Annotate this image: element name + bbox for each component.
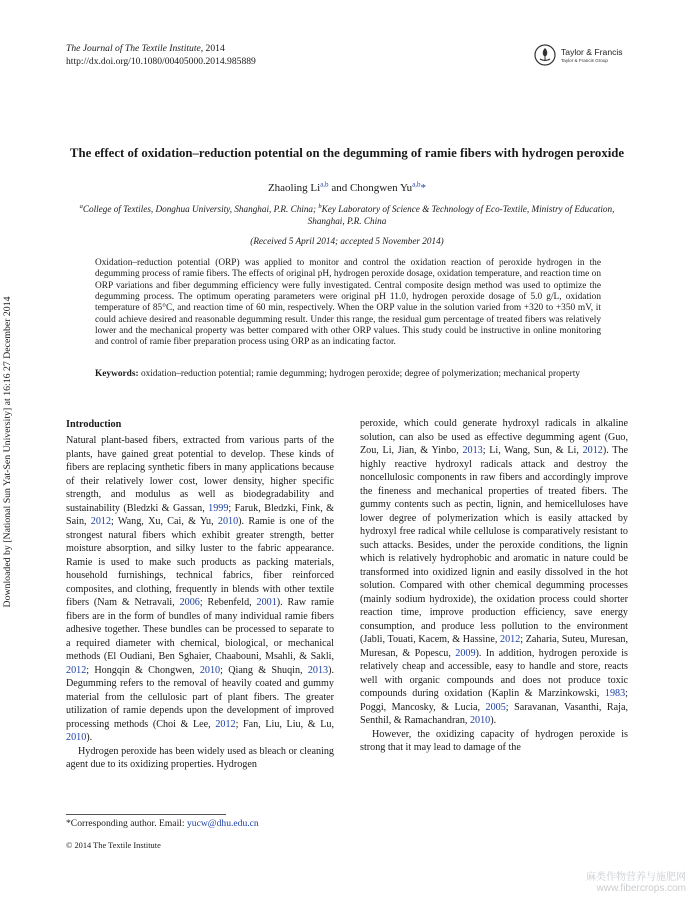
copyright-notice: © 2014 The Textile Institute [66,841,161,850]
doi-link[interactable]: http://dx.doi.org/10.1080/00405000.2014.985889 [66,56,256,67]
journal-name: The Journal of The Textile Institute, [66,43,204,54]
publisher-logo [534,44,623,66]
citation-link[interactable]: 2009 [455,647,476,659]
text-run: ; Hongqin & Chongwen, [86,664,200,676]
affiliation-a: College of Textiles, Donghua University, Shanghai, P.R. China; [82,204,319,214]
text-run: ). The highly reactive hydroxyl radicals attack and destroy the noncellulosic components in raw fibers and accordingly improve the fineness and mechanical properties of treated fibers. The gummy contents such as pectin, lignin, and hemicelluloses have lower degree of polymerization which is easily attacked by hydroxyl free radical while cellulose is comparatively resistant to such attacks. Besides, under the peroxide conditions, the lignin which is relatively hydrophobic and aromatic in nature could be transformed into oxidized lignin and easily dissolved in the hot solution. Compared with other chemical degumming processes (mainly sodium hydroxide), the oxidation process could shorter reaction time, improve production efficiency, save energy consumption, and produce less pollution to the environment (Jabli, Touati, Kacem, & Hassine, [360,445,628,645]
dates-text: (Received 5 April 2014; accepted 5 November 2014) [250,236,444,246]
citation-link[interactable]: 2010 [217,516,239,527]
author-affiliation-marker[interactable]: a,b [412,180,421,189]
text-run: ; Faruk, Bledzki, Fink, & Sain, [66,502,335,527]
article-title: The effect of oxidation–reduction potential on the degumming of ramie fibers with hydrogen peroxide [69,146,625,160]
citation-link[interactable]: 2013 [307,664,329,676]
left-column [66,434,334,772]
citation-link[interactable]: 2012 [66,664,87,676]
text-run: ; Rebenfeld, [199,597,257,608]
email-link[interactable]: yucw@dhu.edu.cn [186,818,259,829]
affiliations [66,203,628,227]
text-run: ; Wang, Xu, Cai, & Yu, [111,516,218,527]
text-run: ; Zaharia, Suteu, Muresan, Muresan, & Popescu, [360,634,629,659]
text-run: ; Poggi, Mancosky, & Lucia, [360,688,628,713]
citation-link[interactable]: 2010 [199,664,221,676]
citation-link[interactable]: 2006 [179,597,200,608]
publisher-subtitle: Taylor & Francis Group [561,58,608,63]
citation-link[interactable]: 2012 [500,634,521,645]
keywords-text: oxidation–reduction potential; ramie degumming; hydrogen peroxide; degree of polymerization; mechanical property [138,369,580,379]
journal-citation [66,42,256,68]
footnote-label: *Corresponding author. Email: [66,818,187,829]
paragraph [360,417,628,728]
right-column [360,417,628,755]
citation-link[interactable]: 2005 [485,701,506,713]
paragraph: Hydrogen peroxide has been widely used as bleach or cleaning agent due to its oxidizing properties. Hydrogen [66,745,334,770]
watermark-line: www.fibercrops.com [596,883,686,894]
text-run: ). [490,715,497,726]
affiliation-marker: a [79,202,83,210]
text-run: ; Qiang & Shuqin, [220,664,308,676]
footnote-divider [66,814,226,815]
citation-link[interactable]: 2012 [215,718,236,730]
text-run: ). Ramie is one of the strongest natural fibers which exhibit greater strength, better moisture absorption, and silky luster to the fabric appearance. Ramie is used to make such products as packing materials, household furnishings, technical fabrics, fiber reinforced composites, and clothing, frequently in blends with other textile fibers (Nam & Netravali, [66,516,334,608]
citation-link[interactable]: 2012 [582,445,603,456]
abstract: Oxidation–reduction potential (ORP) was applied to monitor and control the oxidation reaction of peroxide hydrogen in the degumming process of ramie fibers. The effects of original pH, hydrogen peroxide dosage, oxidation temperature, and reaction time on ORP variations and fiber degumming efficiency were fully investigated. Central composite design method was used to optimize the degumming process. The optimum operating parameters were original pH 11.0, hydrogen peroxide dosage of 5.0 g/L, oxidation temperature of 85°C, and reaction time of 60 min, respectively. When the ORP value in the solution varied from +320 to +350 mV, it could achieve desired and reasonable degumming result. Under this range, the residual gum percentage of treated fibers was relatively lower and the mechanical property was better compared with other ORP values. This study could be instructive in online monitoring and control of ramie fiber preparation process using ORP as an indicating factor. [95,258,601,348]
citation-link[interactable]: 2013 [462,445,483,456]
watermark-line: 麻类作物营养与施肥网 [586,872,686,883]
journal-year: 2014 [203,43,225,54]
text-run: ). Degumming refers to the removal of heavily coated and gummy material from the cellulosic part of plant fibers. The greater utilization of ramie depends upon the development of improved processing methods (Choi & Lee, [66,664,334,730]
taylor-francis-logo-icon [534,44,556,66]
download-note: Downloaded by [National Sun Yat-Sen University] at 16:16 27 December 2014 [2,296,13,608]
publisher-name: Taylor & Francis [561,47,623,57]
citation-link[interactable]: 2010 [66,732,87,743]
paragraph: However, the oxidizing capacity of hydrogen peroxide is strong that it may lead to damage of the [360,728,628,753]
text-run: peroxide, which could generate hydroxyl radicals in alkaline solution, can also be used as effective degumming agent (Guo, Zou, Li, Jian, & Yinbo, [360,418,628,456]
citation-link[interactable]: 1983 [604,688,626,699]
author-name: Zhaoling Li [267,182,321,194]
corresponding-author-footnote [66,818,259,829]
site-watermark [586,872,686,894]
text-run: ; Saravanan, Vasanthi, Raja, Senthil, & Ramachandran, [360,701,629,726]
paragraph [66,434,334,745]
author-name: Chongwen Yu [349,182,413,194]
citation-link[interactable]: 2012 [90,516,112,527]
author-conjunction: and [328,182,350,194]
citation-link[interactable]: 2001 [256,597,277,608]
author-line [66,182,628,194]
text-run: ). Raw ramie fibers are in the form of bundles of many individual ramie fibers adhesive together. These bundles can be processed to separate to a required diameter with chemical, biological, or mechanical methods (El Oudiani, Ben Sghaier, Chaabouni, Msahli, & Sakli, [66,597,335,662]
citation-link[interactable]: 2010 [469,715,491,726]
citation-link[interactable]: 1999 [208,502,229,514]
received-dates [66,236,628,246]
section-heading: Introduction [66,419,122,430]
affiliation-b: Key Laboratory of Science & Technology of Eco-Textile, Ministry of Education, Shanghai, P.R. China [307,204,615,226]
keywords-label: Keywords: [95,369,139,379]
text-run: ; Li, Wang, Sun, & Li, [482,445,583,456]
text-run: Natural plant-based fibers, extracted from various parts of the plants, have gained great potential to develop. These kinds of fibers are replacing synthetic fibers in many applications because of their relatively lower cost, lower density, higher specific strength, and modulus as well as biodegradability and sustainability (Bledzki & Gassan, [66,435,334,514]
text-run: ; Fan, Liu, Liu, & Lu, [235,718,334,730]
text-run: ). [86,732,93,743]
corresponding-marker[interactable]: * [420,182,427,194]
author-affiliation-marker[interactable]: a,b [320,180,329,189]
keywords [95,369,601,380]
text-run: ). In addition, hydrogen peroxide is relatively cheap and accessible, easy to handle and store, reacts well with organic compounds and does not produce toxic compounds during oxidation (Kaplin & Marzinkowski, [360,647,628,699]
affiliation-marker: b [318,202,322,210]
